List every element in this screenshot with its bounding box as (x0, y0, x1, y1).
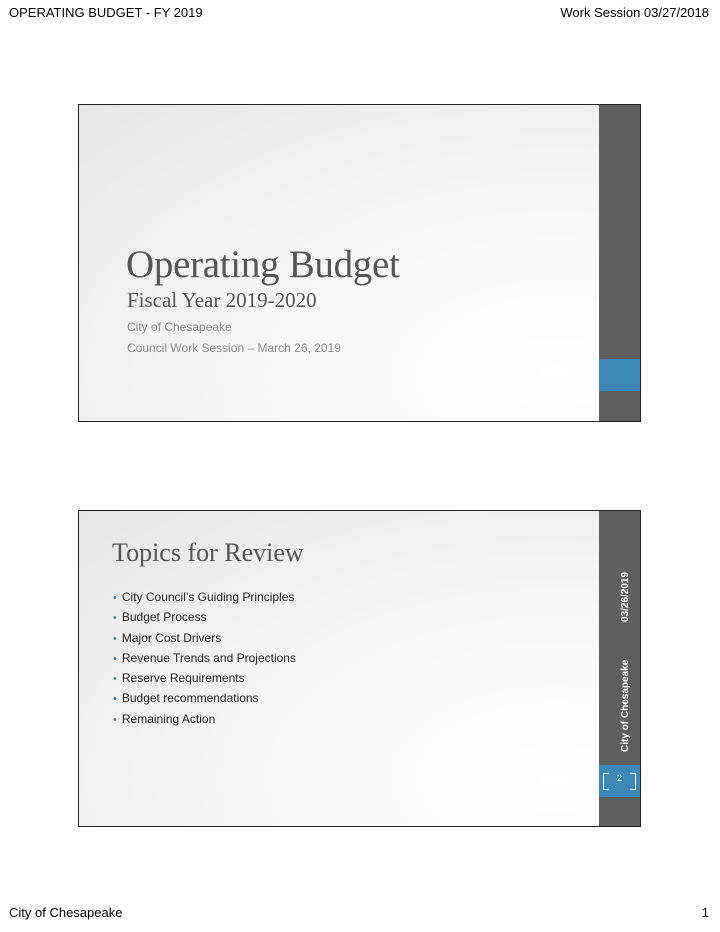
slide-number-box (599, 765, 640, 797)
list-item: • Budget Process (113, 610, 207, 625)
bullet-icon: • (113, 713, 117, 726)
slide-1-organization: City of Chesapeake (127, 320, 232, 334)
slide-1-subtitle: Fiscal Year 2019-2020 (127, 288, 317, 312)
bullet-icon: • (113, 652, 117, 665)
slide-1-title: Operating Budget (126, 243, 400, 286)
page-header-right: Work Session 03/27/2018 (560, 5, 709, 20)
list-item: • Revenue Trends and Projections (113, 650, 296, 665)
page-footer-left: City of Chesapeake (9, 905, 123, 920)
bullet-icon: • (113, 612, 117, 625)
list-item: • Major Cost Drivers (113, 630, 222, 645)
bullet-icon: • (113, 632, 117, 645)
slide-number: 2 (616, 773, 622, 783)
list-item: • Remaining Action (113, 711, 216, 726)
list-item: • Budget recommendations (113, 691, 259, 706)
bullet-icon: • (113, 673, 117, 686)
sidebar-date: 03/26/2019 (619, 571, 631, 622)
slide-1-sidebar-accent (599, 359, 640, 391)
list-item: • Reserve Requirements (113, 671, 245, 686)
slide-1-session: Council Work Session – March 26, 2019 (127, 341, 341, 355)
page-header-left: OPERATING BUDGET - FY 2019 (9, 5, 203, 20)
bullet-icon: • (113, 592, 117, 604)
topics-list (113, 587, 296, 729)
bullet-icon: • (113, 693, 117, 706)
slide-2-title: Topics for Review (112, 538, 304, 567)
page-number: 1 (701, 905, 709, 920)
slide-1 (78, 104, 641, 422)
slide-2 (78, 510, 641, 827)
sidebar-organization: City of Chesapeake (619, 659, 631, 752)
list-item: • City Council’s Guiding Principles (113, 590, 295, 604)
